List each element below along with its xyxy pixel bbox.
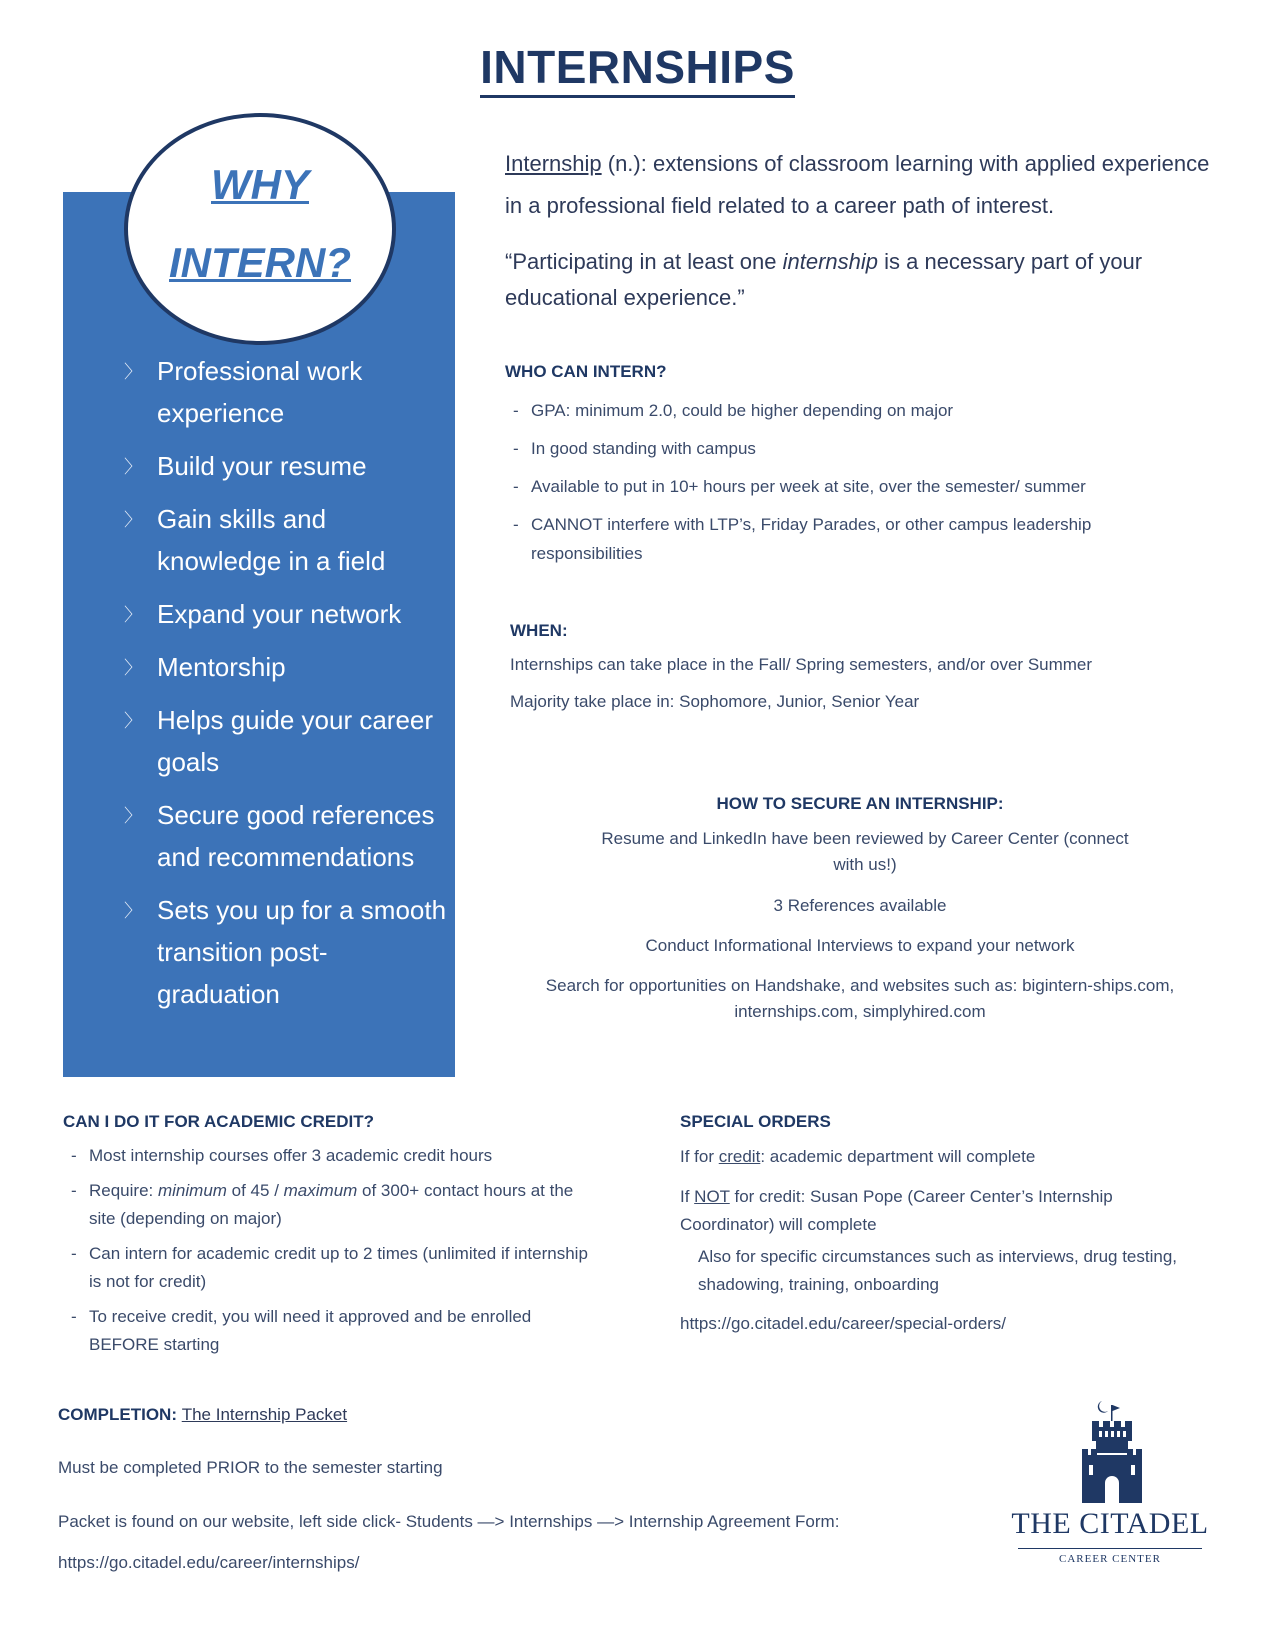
list-item: 〉 Build your resume [120, 445, 450, 487]
completion-text: Must be completed PRIOR to the semester starting [58, 1458, 443, 1477]
who-can-intern-heading: WHO CAN INTERN? [505, 362, 667, 381]
internships-url-link[interactable]: https://go.citadel.edu/career/internships/ [58, 1553, 360, 1572]
when-heading: WHEN: [510, 621, 568, 640]
chevron-right-icon: 〉 [124, 806, 142, 826]
list-item: - CANNOT interfere with LTP’s, Friday Parades, or other campus leadership responsibilities [513, 515, 1092, 563]
who-can-intern-list [508, 396, 1148, 577]
how-text: Conduct Informational Interviews to expand your network [645, 936, 1075, 955]
chevron-right-icon: 〉 [124, 901, 142, 921]
how-to-secure-heading: HOW TO SECURE AN INTERNSHIP: [716, 794, 1004, 813]
internship-definition: Internship (n.): extensions of classroom learning with applied experience in a professional field related to a career path of interest. [505, 151, 1210, 218]
list-item: 〉 Gain skills and knowledge in a field [120, 498, 450, 582]
list-item: 〉 Professional work experience [120, 350, 450, 434]
why-intern-oval [124, 113, 396, 345]
chevron-right-icon: 〉 [124, 658, 142, 678]
academic-credit-list [66, 1142, 596, 1366]
citadel-logo [1010, 1395, 1210, 1565]
chevron-right-icon: 〉 [124, 362, 142, 382]
list-item: - GPA: minimum 2.0, could be higher depending on major [513, 401, 954, 420]
list-item: - To receive credit, you will need it approved and be enrolled BEFORE starting [71, 1307, 532, 1354]
chevron-right-icon: 〉 [124, 510, 142, 530]
logo-wordmark: THE CITADEL [1011, 1507, 1209, 1540]
when-text: Internships can take place in the Fall/ Spring semesters, and/or over Summer [510, 655, 1093, 674]
special-orders-text: If for credit: academic department will complete [680, 1147, 1036, 1166]
internship-quote: “Participating in at least one internship is a necessary part of your educational experience.” [505, 249, 1143, 310]
chevron-right-icon: 〉 [124, 605, 142, 625]
how-text: Resume and LinkedIn have been reviewed by Career Center (connect with us!) [601, 829, 1129, 874]
logo-subtitle: CAREER CENTER [1059, 1553, 1161, 1565]
list-item: 〉 Expand your network [120, 593, 450, 635]
list-item: - Most internship courses offer 3 academic credit hours [71, 1146, 493, 1165]
list-item: - In good standing with campus [513, 439, 756, 458]
how-text: Search for opportunities on Handshake, and websites such as: bigintern-ships.com, internships.com, simplyhired.com [545, 976, 1175, 1021]
benefits-list [120, 350, 450, 1026]
list-item: 〉 Secure good references and recommendations [120, 794, 450, 878]
list-item: - Available to put in 10+ hours per week at site, over the semester/ summer [513, 477, 1086, 496]
why-heading-line2: INTERN? [169, 239, 351, 286]
chevron-right-icon: 〉 [124, 457, 142, 477]
how-text: 3 References available [773, 896, 947, 915]
list-item: 〉 Sets you up for a smooth transition post-graduation [120, 889, 450, 1015]
special-orders-text: Also for specific circumstances such as interviews, drug testing, shadowing, training, onboarding [698, 1247, 1178, 1294]
list-item: - Can intern for academic credit up to 2 times (unlimited if internship is not for credit) [71, 1244, 588, 1291]
when-text: Majority take place in: Sophomore, Junior, Senior Year [510, 692, 920, 711]
castle-tower-icon [1010, 1395, 1210, 1505]
completion-text: Packet is found on our website, left side click- Students —> Internships —> Internship Agreement Form: [58, 1512, 840, 1531]
logo-divider [1018, 1548, 1202, 1549]
why-heading-line1: WHY [211, 161, 309, 208]
chevron-right-icon: 〉 [124, 711, 142, 731]
list-item: 〉 Helps guide your career goals [120, 699, 450, 783]
list-item: - Require: minimum of 45 / maximum of 300+ contact hours at the site (depending on major) [71, 1181, 574, 1228]
special-orders-text: If NOT for credit: Susan Pope (Career Center’s Internship Coordinator) will complete [680, 1187, 1113, 1234]
completion-heading: COMPLETION: The Internship Packet [58, 1405, 348, 1424]
special-orders-link[interactable]: https://go.citadel.edu/career/special-orders/ [680, 1314, 1007, 1333]
list-item: 〉 Mentorship [120, 646, 450, 688]
internship-packet-link[interactable]: The Internship Packet [181, 1405, 348, 1424]
page-title: INTERNSHIPS [0, 40, 1275, 94]
academic-credit-heading: CAN I DO IT FOR ACADEMIC CREDIT? [63, 1112, 375, 1131]
special-orders-heading: SPECIAL ORDERS [680, 1112, 831, 1131]
